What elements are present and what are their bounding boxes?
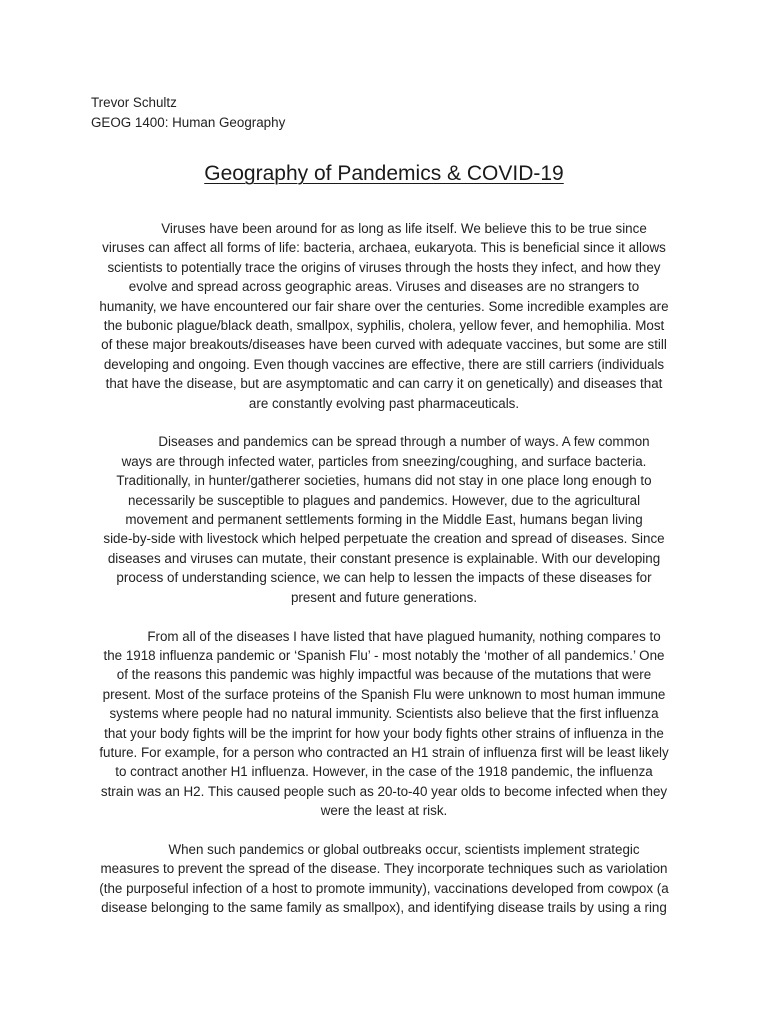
- paragraph-line: humanity, we have encountered our fair share over the centuries. Some incredible examples are: [99, 298, 669, 314]
- paragraph-line: viruses can affect all forms of life: bacteria, archaea, eukaryota. This is beneficial since it allows: [102, 240, 666, 256]
- paragraph-line: Viruses have been around for as long as life itself. We believe this to be true since: [161, 221, 647, 236]
- paragraph-line: the bubonic plague/black death, smallpox, syphilis, cholera, yellow fever, and hemophilia. Most: [103, 318, 665, 334]
- paragraph-3: [84, 627, 684, 821]
- paragraph-line: From all of the diseases I have listed that have plagued humanity, nothing compares to: [147, 628, 661, 644]
- paragraph-line: future. For example, for a person who contracted an H1 strain of influenza first will be least likely: [99, 744, 669, 760]
- paragraph-line: When such pandemics or global outbreaks occur, scientists implement strategic: [168, 841, 640, 857]
- paragraph-line: movement and permanent settlements forming in the Middle East, humans began living: [125, 512, 643, 528]
- document-title: Geography of Pandemics & COVID-19: [204, 162, 564, 185]
- paragraph-line: are constantly evolving past pharmaceuticals.: [248, 395, 520, 411]
- paragraph-line: present and future generations.: [290, 589, 478, 605]
- paragraph-line: scientists to potentially trace the origins of viruses through the hosts they infect, and how they: [107, 259, 661, 275]
- paragraph-line: disease belonging to the same family as smallpox), and identifying disease trails by using a ring: [101, 900, 667, 916]
- paragraph-line: (the purposeful infection of a host to promote immunity), vaccinations developed from cowpox (a: [99, 880, 669, 896]
- paragraph-line: ways are through infected water, particles from sneezing/coughing, and surface bacteria.: [121, 453, 647, 469]
- paragraph-line: Traditionally, in hunter/gatherer societies, humans did not stay in one place long enough to: [116, 473, 652, 489]
- paragraph-line: side-by-side with livestock which helped perpetuate the creation and spread of diseases. Since: [103, 531, 665, 547]
- paragraph-line: present. Most of the surface proteins of the Spanish Flu were unknown to most human immune: [102, 686, 666, 702]
- paragraph-line: diseases and viruses can mutate, their constant presence is explainable. With our developing: [107, 550, 661, 566]
- paragraph-line: developing and ongoing. Even though vaccines are effective, there are still carriers (individuals: [103, 356, 665, 372]
- paragraph-line: of these major breakouts/diseases have been curved with adequate vaccines, but some are still: [101, 337, 667, 353]
- paragraph-1: [84, 219, 684, 413]
- paragraph-line: that your body fights will be the imprint for how your body fights other strains of influenza in the: [104, 725, 664, 741]
- document-header: [91, 93, 285, 132]
- paragraph-2: [84, 432, 684, 607]
- paragraph-line: process of understanding science, we can help to lessen the impacts of these diseases for: [116, 570, 652, 586]
- paragraph-line: were the least at risk.: [320, 803, 448, 819]
- course-name: GEOG 1400: Human Geography: [91, 114, 286, 130]
- paragraph-line: evolve and spread across geographic areas. Viruses and diseases are no strangers to: [128, 279, 640, 295]
- paragraph-line: of the reasons this pandemic was highly impactful was because of the mutations that were: [116, 667, 652, 683]
- paragraph-line: that have the disease, but are asymptomatic and can carry it on genetically) and diseases that: [105, 376, 663, 392]
- author-name: Trevor Schultz: [91, 95, 177, 110]
- paragraph-line: measures to prevent the spread of the disease. They incorporate techniques such as variolation: [100, 861, 668, 877]
- paragraph-line: the 1918 influenza pandemic or ‘Spanish Flu’ - most notably the ‘mother of all pandemics.’ One: [103, 647, 665, 663]
- paragraph-line: to contract another H1 influenza. However, in the case of the 1918 pandemic, the influenza: [115, 764, 653, 780]
- paragraph-4: [84, 840, 684, 918]
- document-title-block: [0, 157, 768, 191]
- document-body: [84, 219, 684, 937]
- paragraph-line: necessarily be susceptible to plagues and pandemics. However, due to the agricultural: [127, 492, 641, 508]
- paragraph-line: strain was an H2. This caused people such as 20-to-40 year olds to become infected when they: [100, 783, 668, 799]
- paragraph-line: systems where people had no natural immunity. Scientists also believe that the first influenza: [109, 706, 659, 722]
- paragraph-line: Diseases and pandemics can be spread through a number of ways. A few common: [158, 434, 650, 450]
